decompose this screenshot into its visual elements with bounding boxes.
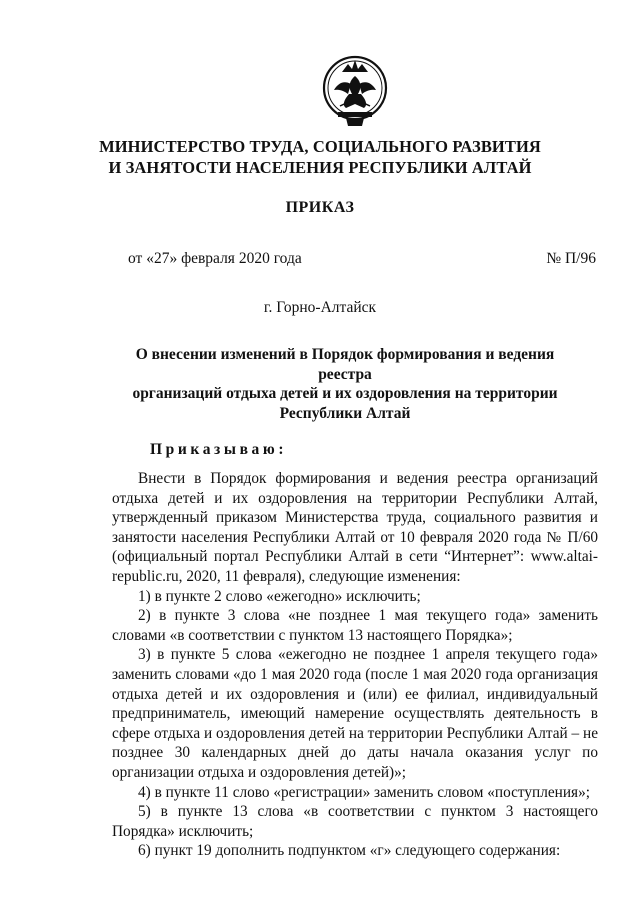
document-body [112, 469, 598, 861]
document-type: ПРИКАЗ [285, 199, 355, 216]
body-paragraph: 1) в пункте 2 слово «ежегодно» исключить; [138, 587, 421, 605]
altai-coat-of-arms-icon [322, 50, 388, 136]
ministry-line-1: МИНИСТЕРСТВО ТРУДА, СОЦИАЛЬНОГО РАЗВИТИЯ [99, 137, 541, 156]
document-subject [110, 345, 580, 423]
body-paragraph: 4) в пункте 11 слово «регистрации» заменить словом «поступления»; [138, 783, 590, 801]
body-paragraph: 2) в пункте 3 слова «не позднее 1 мая текущего года» заменить словами «в соответствии с пунктом 13 настоящего Порядка»; [112, 607, 598, 644]
body-paragraph: 5) в пункте 13 слова «в соответствии с пунктом 3 настоящего Порядка» исключить; [112, 803, 598, 840]
subject-line-3: Республики Алтай [279, 404, 411, 422]
subject-line-1: О внесении изменений в Порядок формирования и ведения реестра [135, 346, 555, 383]
body-paragraph: 6) пункт 19 дополнить подпунктом «г» следующего содержания: [138, 842, 561, 860]
document-city: г. Горно-Алтайск [263, 299, 377, 316]
body-paragraph: Внести в Порядок формирования и ведения реестра организаций отдыха детей и их оздоровления на территории Республики Алтай, утвержденный приказом Министерства труда, социального развития и занятости населения Республики Алтай от 10 февраля 2020 года № П/60 (официальный портал Республики Алтай в сети “Интернет”: www.altai-republic.ru, 2020, 11 февраля), следующие изменения: [112, 470, 598, 585]
subject-line-2: организаций отдыха детей и их оздоровления на территории [132, 385, 558, 402]
document-date: от «27» февраля 2020 года [128, 250, 302, 267]
ministry-name [0, 136, 640, 178]
ministry-line-2: И ЗАНЯТОСТИ НАСЕЛЕНИЯ РЕСПУБЛИКИ АЛТАЙ [108, 158, 532, 177]
body-paragraph: 3) в пункте 5 слова «ежегодно не позднее 1 апреля текущего года» заменить словами «до 1 мая 2020 года (после 1 мая 2020 года организация отдыха детей и их оздоровления и (или) ее филиал, индивидуальный предприниматель, имеющий намерение осуществлять деятельность в сфере отдыха и оздоровления детей на территории Республики Алтай – не позднее 30 календарных дней до даты начала оказания услуг по организации отдыха и оздоровления детей)»; [112, 646, 598, 781]
document-number: № П/96 [546, 250, 596, 267]
order-word: Приказываю: [150, 441, 288, 458]
